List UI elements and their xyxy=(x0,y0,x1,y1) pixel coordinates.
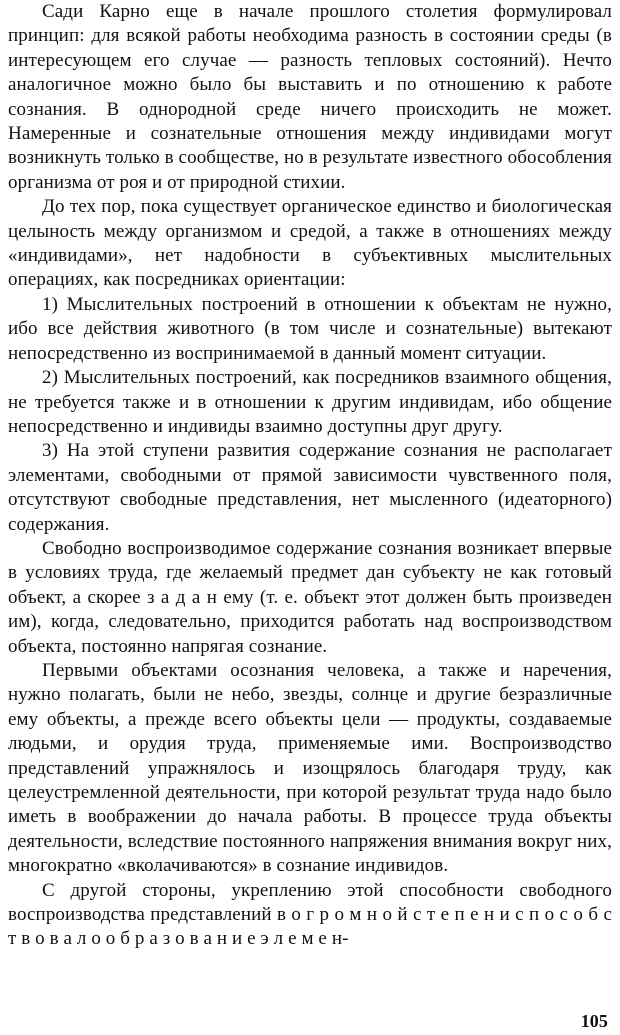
paragraph-2: До тех пор, пока существует органическое единство и биологическая целыность между организмом и средой, а также в отношениях между «индивидами», нет надобности в субъективных мыслительных операциях, как посредниках ориентации: xyxy=(8,196,612,291)
paragraph-1: Сади Карно еще в начале прошлого столетия формулировал принцип: для всякой работы необходима разность в состоянии среды (в интересующем его случае — разность тепловых состояний). Нечто аналогичное можно было бы выставить и по отношению к работе сознания. В однородной среде ничего происходить не может. Намеренные и сознательные отношения между индивидами могут возникнуть только в сообществе, но в результате известного обособления организма от роя и от природной стихии. xyxy=(8,1,612,193)
paragraph-8: С другой стороны, укреплению этой способности свободного воспроизводства представлений в о г р о м н о й с т е п е н и с п о с о б с т в о в а л о о б р а з о в а н и е э л е м е н- xyxy=(8,879,612,950)
book-page xyxy=(8,0,612,1035)
paragraph-6: Свободно воспроизводимое содержание сознания возникает впервые в условиях труда, где желаемый предмет дан субъекту не как готовый объект, а скорее з а д а н ему (т. е. объект этот должен быть произведен им), когда, следовательно, приходится работать над воспроизводством объекта, постоянно напрягая сознание. xyxy=(8,537,612,657)
paragraph-3: 1) Мыслительных построений в отношении к объектам не нужно, ибо все действия животного (в том числе и сознательные) вытекают непосредственно из воспринимаемой в данный момент ситуации. xyxy=(8,293,612,364)
paragraph-5: 3) На этой ступени развития содержание сознания не располагает элементами, свободными от прямой зависимости чувственного поля, отсутствуют свободные представления, нет мысленного (идеаторного) содержания. xyxy=(8,440,612,535)
paragraph-7: Первыми объектами осознания человека, а также и наречения, нужно полагать, были не небо, звезды, солнце и другие безразличные ему объекты, а прежде всего объекты цели — продукты, создаваемые людьми, и орудия труда, применяемые ими. Воспроизводство представлений упражнялось и изощрялось благодаря труду, как целеустремленной деятельности, при которой результат труда надо было иметь в воображении до начала работы. В процессе труда объекты деятельности, вследствие постоянного напряжения внимания вокруг них, многократно «вколачиваются» в сознание индивидов. xyxy=(8,659,612,877)
page-number: 105 xyxy=(580,1010,608,1031)
paragraph-4: 2) Мыслительных построений, как посредников взаимного общения, не требуется также и в отношении к другим индивидам, ибо общение непосредственно и индивиды взаимно доступны друг другу. xyxy=(8,367,612,437)
